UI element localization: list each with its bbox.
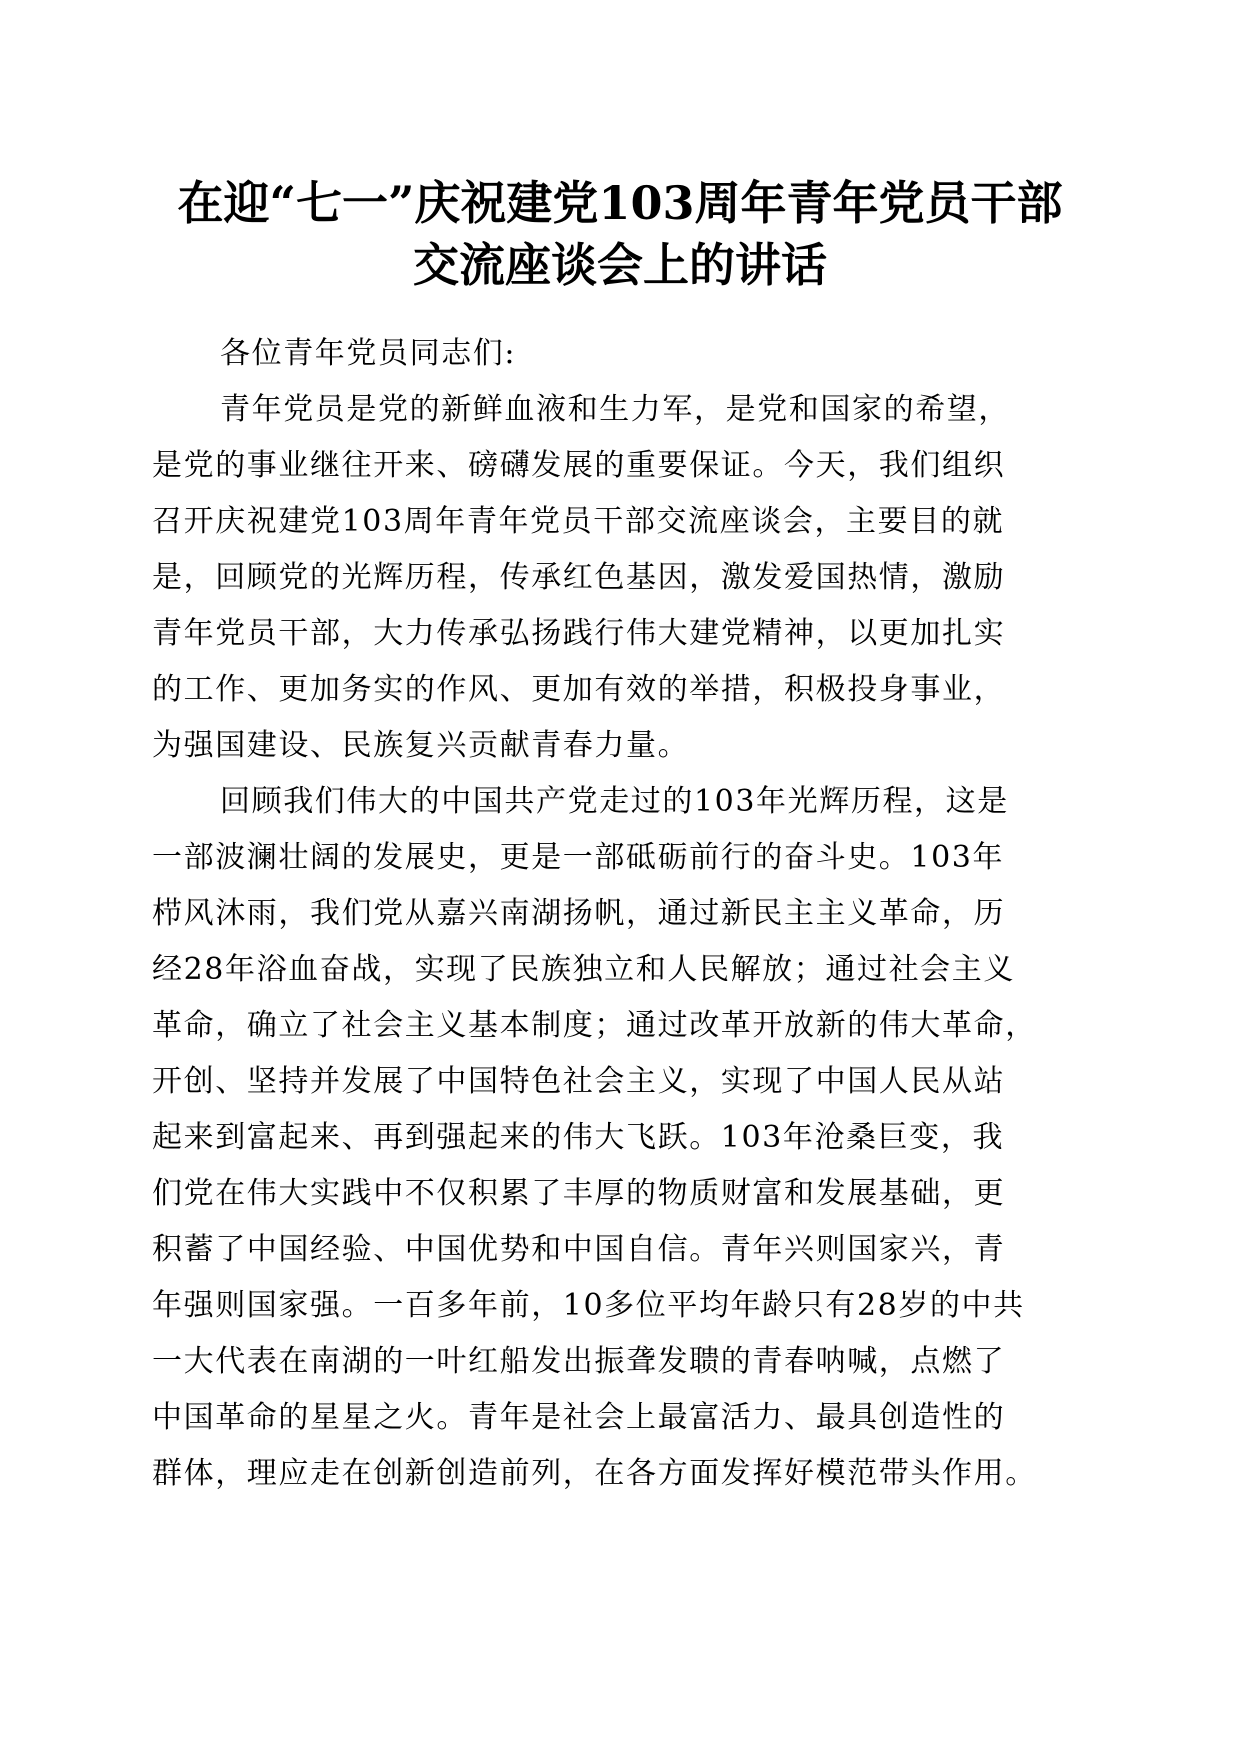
- title-line-1: 在迎“七一”庆祝建党103周年青年党员干部: [177, 176, 1063, 230]
- paragraph-line: 召开庆祝建党103周年青年党员干部交流座谈会，主要目的就: [152, 504, 1005, 539]
- greeting: 各位青年党员同志们:: [220, 336, 517, 371]
- document-body: [152, 326, 1092, 1502]
- paragraph-line: 起来到富起来、再到强起来的伟大飞跃。103年沧桑巨变，我: [152, 1120, 1005, 1155]
- paragraph-line: 的工作、更加务实的作风、更加有效的举措，积极投身事业，: [152, 672, 1006, 707]
- paragraph-line: 青年党员干部，大力传承弘扬践行伟大建党精神，以更加扎实: [152, 616, 1006, 651]
- paragraph-line: 是党的事业继往开来、磅礴发展的重要保证。今天，我们组织: [152, 448, 1006, 483]
- paragraph-line: 积蓄了中国经验、中国优势和中国自信。青年兴则国家兴，青: [152, 1232, 1006, 1267]
- paragraph-line: 栉风沐雨，我们党从嘉兴南湖扬帆，通过新民主主义革命，历: [152, 896, 1006, 931]
- paragraph-line: 年强则国家强。一百多年前，10多位平均年龄只有28岁的中共: [152, 1288, 1025, 1323]
- paragraph-line: 一大代表在南湖的一叶红船发出振聋发聩的青春呐喊，点燃了: [152, 1344, 1006, 1379]
- paragraph-line: 革命，确立了社会主义基本制度；通过改革开放新的伟大革命，: [152, 1008, 1037, 1043]
- paragraph-line: 为强国建设、民族复兴贡献青春力量。: [152, 728, 690, 763]
- document-title: [140, 172, 1100, 296]
- paragraph-line: 一部波澜壮阔的发展史，更是一部砥砺前行的奋斗史。103年: [152, 840, 1005, 875]
- paragraph-line: 是，回顾党的光辉历程，传承红色基因，激发爱国热情，激励: [152, 560, 1006, 595]
- paragraph-line: 中国革命的星星之火。青年是社会上最富活力、最具创造性的: [152, 1400, 1006, 1435]
- paragraph-line: 群体，理应走在创新创造前列，在各方面发挥好模范带头作用。: [152, 1456, 1037, 1491]
- paragraph-2: [152, 774, 1092, 1502]
- title-line-2: 交流座谈会上的讲话: [413, 238, 827, 292]
- paragraph-line: 回顾我们伟大的中国共产党走过的103年光辉历程，这是: [220, 784, 1009, 819]
- paragraph-line: 们党在伟大实践中不仅积累了丰厚的物质财富和发展基础，更: [152, 1176, 1006, 1211]
- paragraph-1: [152, 382, 1092, 774]
- paragraph-line: 开创、坚持并发展了中国特色社会主义，实现了中国人民从站: [152, 1064, 1006, 1099]
- paragraph-line: 青年党员是党的新鲜血液和生力军，是党和国家的希望，: [220, 392, 1010, 427]
- paragraph-line: 经28年浴血奋战，实现了民族独立和人民解放；通过社会主义: [152, 952, 1015, 987]
